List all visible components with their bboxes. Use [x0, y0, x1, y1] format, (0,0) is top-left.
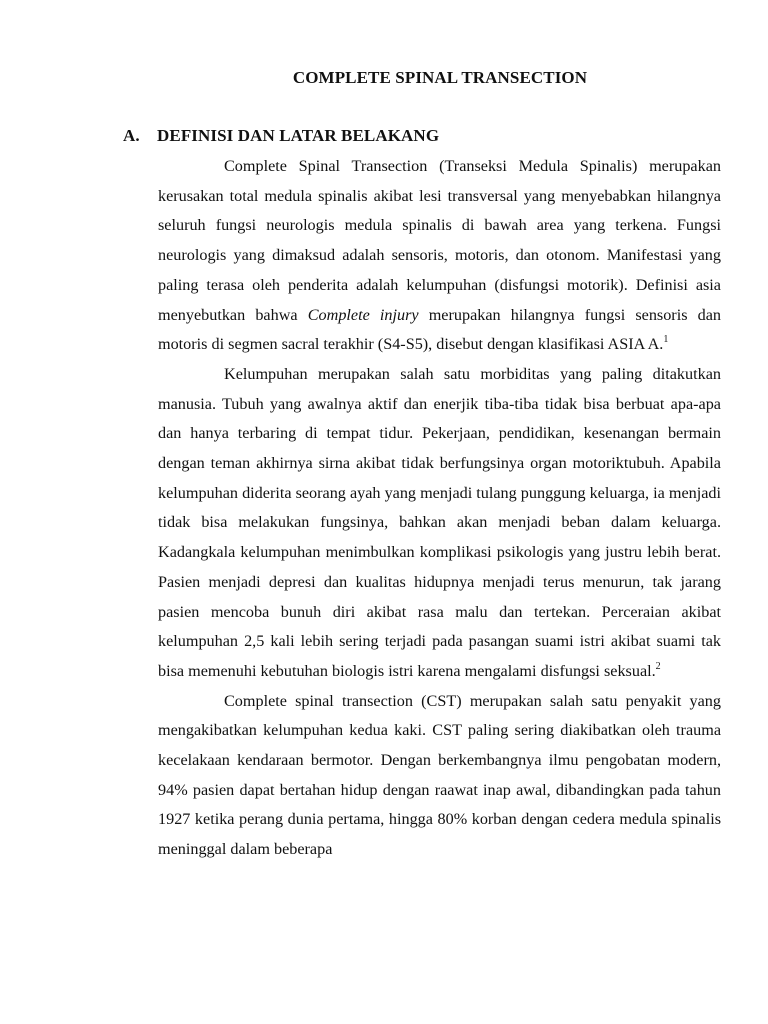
- footnote-reference[interactable]: 2: [655, 660, 661, 672]
- section-number: A.: [123, 126, 140, 145]
- paragraph-definition: [158, 152, 721, 360]
- paragraph-cst: [158, 687, 721, 865]
- document-body: [158, 152, 721, 865]
- section-heading: [123, 126, 439, 146]
- document-title: COMPLETE SPINAL TRANSECTION: [292, 68, 588, 87]
- paragraph-text: Complete spinal transection (CST) merupakan salah satu penyakit yang mengakibatkan kelumpuhan kedua kaki. CST paling sering diakibatkan oleh trauma kecelakaan kendaraan bermotor. Dengan berkembangnya ilmu pengobatan modern, 94% pasien dapat bertahan hidup dengan raawat inap awal, dibandingkan pada tahun 1927 ketika perang dunia pertama, hingga 80% korban dengan cedera medula spinalis meninggal dalam beberapa: [158, 691, 721, 859]
- section-heading-text: DEFINISI DAN LATAR BELAKANG: [157, 126, 440, 145]
- paragraph-paralysis: [158, 360, 721, 687]
- footnote-reference[interactable]: 1: [663, 334, 669, 346]
- emphasized-term: Complete injury: [307, 305, 419, 324]
- paragraph-text: Complete Spinal Transection (Transeksi Medula Spinalis) merupakan kerusakan total medula spinalis akibat lesi transversal yang menyebabkan hilangnya seluruh fungsi neurologis medula spinalis di bawah area yang terkena. Fungsi neurologis yang dimaksud adalah sensoris, motoris, dan otonom. Manifestasi yang paling terasa oleh penderita adalah kelumpuhan (disfungsi motorik). Definisi asia menyebutkan bahwa: [158, 157, 721, 324]
- paragraph-text: merupakan hilangnya fungsi sensoris dan motoris di segmen sacral terakhir (S4-S5), disebut dengan klasifikasi ASIA A.: [158, 305, 721, 354]
- paragraph-text: Kelumpuhan merupakan salah satu morbiditas yang paling ditakutkan manusia. Tubuh yang awalnya aktif dan enerjik tiba-tiba tidak bisa berbuat apa-apa dan hanya terbaring di tempat tidur. Pekerjaan, pendidikan, kesenangan bermain dengan teman akhirnya sirna akibat tidak berfungsinya organ motoriktubuh. Apabila kelumpuhan diderita seorang ayah yang menjadi tulang punggung keluarga, ia menjadi tidak bisa melakukan fungsinya, bahkan akan menjadi beban dalam keluarga. Kadangkala kelumpuhan menimbulkan komplikasi psikologis yang justru lebih berat. Pasien menjadi depresi dan kualitas hidupnya menjadi terus menurun, tak jarang pasien mencoba bunuh diri akibat rasa malu dan tertekan. Perceraian akibat kelumpuhan 2,5 kali lebih sering terjadi pada pasangan suami istri akibat suami tak bisa memenuhi kebutuhan biologis istri karena mengalami disfungsi seksual.: [158, 364, 721, 680]
